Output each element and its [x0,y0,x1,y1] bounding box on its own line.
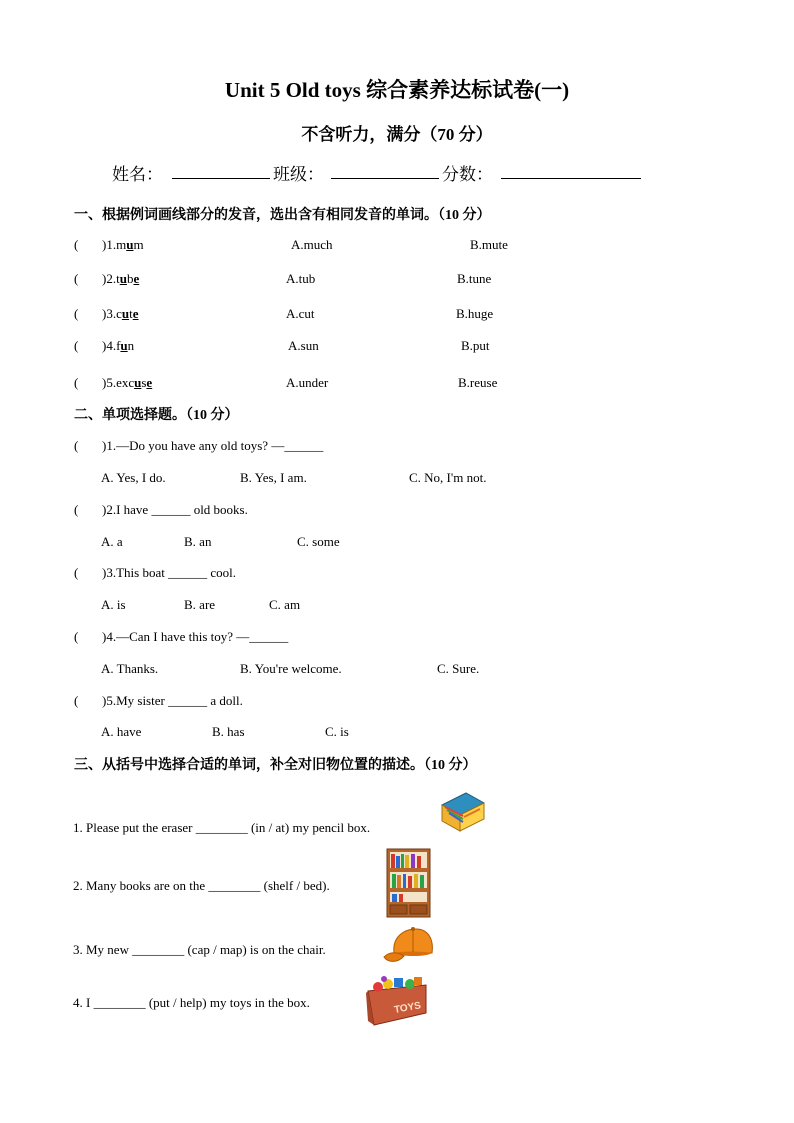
question-word: )3.cute [102,306,139,321]
option-c: C. Sure. [437,661,480,676]
toy-box-label: TOYS [393,1000,422,1016]
option-a: A. have [101,724,142,739]
fill-sentence-2: 2. Many books are on the ________ (shelf / bed). [73,878,330,893]
option-b: B.reuse [458,375,498,390]
score-label: 分数： [442,165,493,184]
question-text: )4.—Can I have this toy? —______ [102,629,289,644]
option-b: B.mute [470,237,508,252]
option-c: C. is [325,724,349,739]
option-c: C. am [269,597,301,612]
fill-sentence-1: 1. Please put the eraser ________ (in / at) my pencil box. [73,820,371,835]
option-a: A. Thanks. [101,661,159,676]
class-label: 班级： [273,165,324,184]
question-word: )1.mum [102,237,144,252]
name-label: 姓名： [112,165,163,184]
score-field[interactable] [501,164,641,179]
option-a: A.much [291,237,333,252]
answer-paren[interactable]: ( [74,502,79,517]
answer-paren[interactable]: ( [74,438,79,453]
answer-paren[interactable]: ( [74,565,79,580]
question-word: )5.excuse [102,375,153,390]
class-field[interactable] [331,164,439,179]
option-a: A.cut [286,306,315,321]
answer-paren[interactable]: ( [74,338,79,353]
answer-paren[interactable]: ( [74,237,79,252]
bookshelf-icon [386,848,431,918]
section3-heading: 三、从括号中选择合适的单词，补全对旧物位置的描述。（10 分） [74,758,477,773]
option-a: A.sun [288,338,319,353]
fill-sentence-4: 4. I ________ (put / help) my toys in the box. [73,995,310,1010]
toy-box-icon [364,975,430,1029]
option-b: B. has [212,724,245,739]
option-b: B.huge [456,306,494,321]
cap-icon [382,925,440,967]
question-text: )1.—Do you have any old toys? —______ [102,438,324,453]
question-word: )2.tube [102,271,140,286]
section2-heading: 二、单项选择题。（10 分） [74,408,239,423]
option-c: C. some [297,534,340,549]
option-b: B.tune [457,271,492,286]
section1-heading: 一、根据例词画线部分的发音，选出含有相同发音的单词。（10 分） [74,208,491,223]
option-b: B.put [461,338,490,353]
option-c: C. No, I'm not. [409,470,487,485]
pencil-box-icon [436,785,488,835]
question-text: )2.I have ______ old books. [102,502,248,517]
answer-paren[interactable]: ( [74,271,79,286]
page-title: Unit 5 Old toys 综合素养达标试卷(一) [224,78,570,102]
option-b: B. Yes, I am. [240,470,307,485]
option-b: B. are [184,597,216,612]
option-a: A. Yes, I do. [101,470,166,485]
name-field[interactable] [172,164,270,179]
option-a: A. a [101,534,123,549]
fill-sentence-3: 3. My new ________ (cap / map) is on the chair. [73,942,326,957]
question-text: )5.My sister ______ a doll. [102,693,243,708]
answer-paren[interactable]: ( [74,306,79,321]
answer-paren[interactable]: ( [74,629,79,644]
option-b: B. You're welcome. [240,661,342,676]
option-b: B. an [184,534,212,549]
answer-paren[interactable]: ( [74,693,79,708]
option-a: A. is [101,597,126,612]
question-word: )4.fun [102,338,135,353]
page-subtitle: 不含听力，满分（70 分） [301,125,493,144]
question-text: )3.This boat ______ cool. [102,565,236,580]
option-a: A.under [286,375,329,390]
option-a: A.tub [286,271,316,286]
answer-paren[interactable]: ( [74,375,79,390]
